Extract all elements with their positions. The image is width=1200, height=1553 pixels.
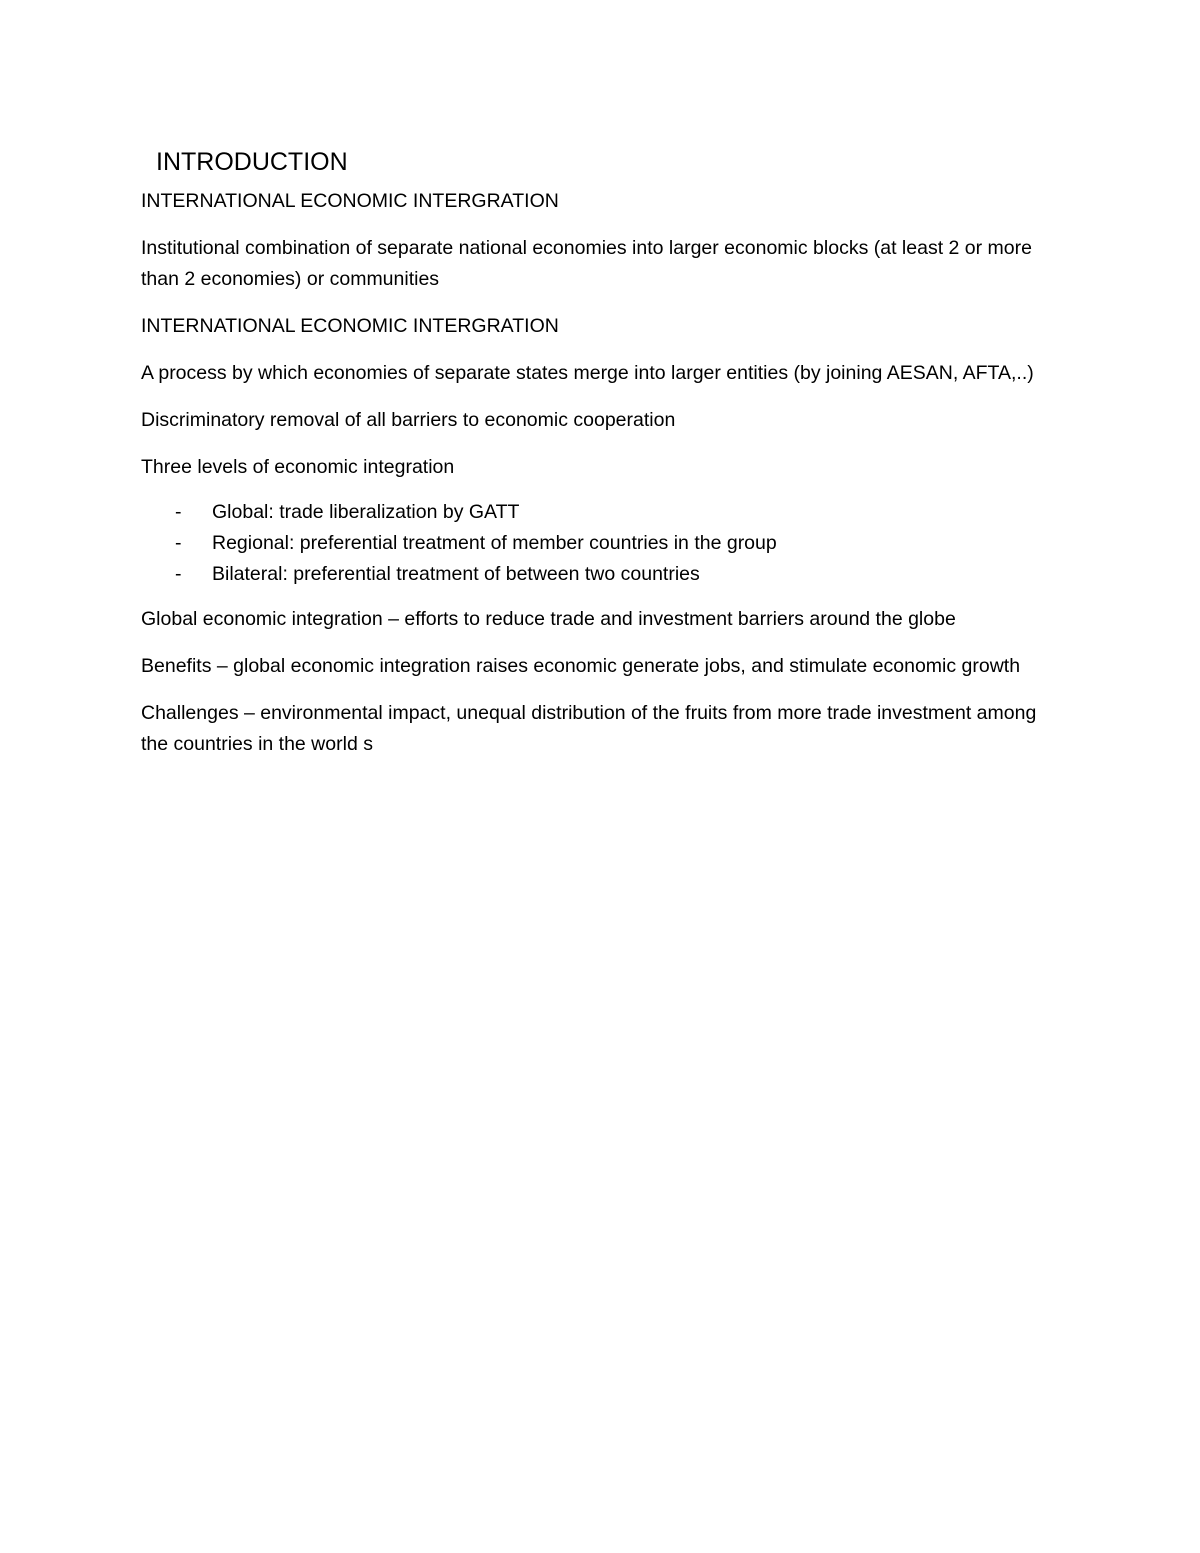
paragraph: A process by which economies of separate states merge into larger entities (by joining AESAN, AFTA,..)	[141, 362, 1034, 384]
list-item-text: Regional: preferential treatment of member countries in the group	[212, 532, 777, 554]
list-item	[141, 528, 1061, 559]
paragraph: Institutional combination of separate national economies into larger economic blocks (at least 2 or more than 2 economies) or communities	[141, 237, 1032, 290]
list-item-text: Global: trade liberalization by GATT	[212, 501, 520, 523]
list-item-text: Bilateral: preferential treatment of between two countries	[212, 563, 700, 585]
bullet-dash: -	[175, 501, 182, 523]
paragraph: Discriminatory removal of all barriers to economic cooperation	[141, 409, 676, 431]
section-heading: INTERNATIONAL ECONOMIC INTERGRATION	[141, 315, 559, 337]
section-heading: INTERNATIONAL ECONOMIC INTERGRATION	[141, 190, 559, 212]
bullet-list	[141, 497, 1061, 590]
paragraph: Challenges – environmental impact, unequal distribution of the fruits from more trade investment among the countries in the world s	[141, 702, 1037, 755]
bullet-dash: -	[175, 563, 182, 585]
bullet-dash: -	[175, 532, 182, 554]
document-page	[141, 140, 1061, 776]
paragraph: Three levels of economic integration	[141, 456, 455, 478]
page-title: INTRODUCTION	[156, 148, 348, 176]
list-item	[141, 559, 1061, 590]
paragraph: Benefits – global economic integration raises economic generate jobs, and stimulate economic growth	[141, 655, 1021, 677]
list-item	[141, 497, 1061, 528]
paragraph: Global economic integration – efforts to reduce trade and investment barriers around the globe	[141, 608, 956, 630]
